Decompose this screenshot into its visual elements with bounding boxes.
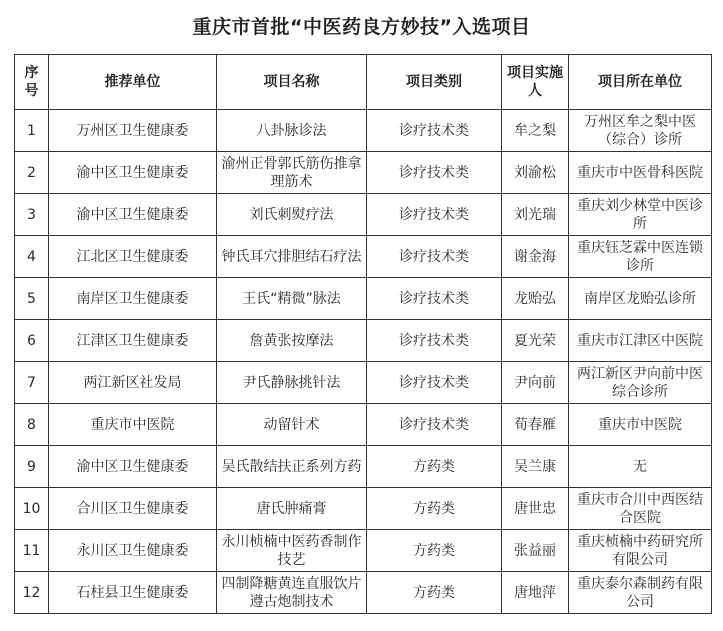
cell-project-name: 渝州正骨郭氏筋伤推拿理筋术 [217,152,367,194]
table-row [15,236,712,278]
cell-implementer: 谢金海 [502,236,569,278]
cell-recommending-unit: 合川区卫生健康委 [49,488,217,530]
cell-project-name: 八卦脉诊法 [217,110,367,152]
table-header-row [15,55,712,110]
table-row [15,110,712,152]
table-row [15,278,712,320]
cell-project-category: 方药类 [367,488,502,530]
cell-index: 5 [15,278,49,320]
cell-project-location: 两江新区尹向前中医综合诊所 [569,362,712,404]
header-project-name: 项目名称 [217,55,367,110]
cell-project-category: 诊疗技术类 [367,404,502,446]
cell-implementer: 尹向前 [502,362,569,404]
cell-recommending-unit: 万州区卫生健康委 [49,110,217,152]
cell-project-location: 重庆市中医院 [569,404,712,446]
table-row [15,404,712,446]
cell-implementer: 夏光荣 [502,320,569,362]
cell-project-name: 唐氏肿痛膏 [217,488,367,530]
cell-project-name: 永川桢楠中医药香制作技艺 [217,530,367,572]
cell-project-location: 万州区牟之梨中医（综合）诊所 [569,110,712,152]
cell-index: 8 [15,404,49,446]
cell-project-category: 诊疗技术类 [367,320,502,362]
header-project-location: 项目所在单位 [569,55,712,110]
cell-implementer: 刘光瑞 [502,194,569,236]
cell-index: 7 [15,362,49,404]
cell-implementer: 牟之梨 [502,110,569,152]
cell-project-location: 无 [569,446,712,488]
header-recommending-unit: 推荐单位 [49,55,217,110]
cell-implementer: 唐世忠 [502,488,569,530]
table-row [15,194,712,236]
cell-index: 12 [15,572,49,614]
cell-recommending-unit: 重庆市中医院 [49,404,217,446]
cell-index: 6 [15,320,49,362]
cell-index: 11 [15,530,49,572]
cell-recommending-unit: 渝中区卫生健康委 [49,152,217,194]
cell-project-name: 詹黄张按摩法 [217,320,367,362]
projects-table [14,54,712,614]
cell-project-category: 方药类 [367,572,502,614]
cell-project-name: 吴氏散结扶正系列方药 [217,446,367,488]
cell-project-location: 重庆钰芝霖中医连锁诊所 [569,236,712,278]
cell-index: 9 [15,446,49,488]
cell-recommending-unit: 江北区卫生健康委 [49,236,217,278]
cell-project-category: 方药类 [367,530,502,572]
cell-recommending-unit: 永川区卫生健康委 [49,530,217,572]
cell-implementer: 刘渝松 [502,152,569,194]
cell-project-category: 诊疗技术类 [367,236,502,278]
cell-project-location: 重庆泰尔森制药有限公司 [569,572,712,614]
table-body [15,110,712,614]
cell-project-location: 重庆市江津区中医院 [569,320,712,362]
cell-project-location: 南岸区龙贻弘诊所 [569,278,712,320]
table-row [15,530,712,572]
cell-implementer: 张益丽 [502,530,569,572]
cell-project-category: 诊疗技术类 [367,278,502,320]
cell-recommending-unit: 江津区卫生健康委 [49,320,217,362]
cell-project-category: 诊疗技术类 [367,362,502,404]
cell-project-name: 钟氏耳穴排胆结石疗法 [217,236,367,278]
cell-implementer: 吴兰康 [502,446,569,488]
cell-implementer: 唐地萍 [502,572,569,614]
table-row [15,362,712,404]
cell-recommending-unit: 两江新区社发局 [49,362,217,404]
cell-index: 10 [15,488,49,530]
document-title: 重庆市首批“中医药良方妙技”入选项目 [192,16,531,38]
table-row [15,320,712,362]
cell-project-category: 方药类 [367,446,502,488]
cell-implementer: 龙贻弘 [502,278,569,320]
cell-index: 3 [15,194,49,236]
cell-project-category: 诊疗技术类 [367,194,502,236]
cell-project-location: 重庆桢楠中药研究所有限公司 [569,530,712,572]
cell-project-name: 刘氏刺熨疗法 [217,194,367,236]
cell-project-location: 重庆市合川中西医结合医院 [569,488,712,530]
cell-project-category: 诊疗技术类 [367,152,502,194]
cell-index: 1 [15,110,49,152]
cell-project-name: 王氏“精微”脉法 [217,278,367,320]
cell-recommending-unit: 渝中区卫生健康委 [49,194,217,236]
header-implementer: 项目实施人 [502,55,569,110]
table-row [15,488,712,530]
cell-implementer: 荀春雁 [502,404,569,446]
table-row [15,572,712,614]
cell-project-name: 尹氏静脉挑针法 [217,362,367,404]
table-row [15,152,712,194]
cell-project-category: 诊疗技术类 [367,110,502,152]
cell-recommending-unit: 石柱县卫生健康委 [49,572,217,614]
cell-recommending-unit: 渝中区卫生健康委 [49,446,217,488]
cell-recommending-unit: 南岸区卫生健康委 [49,278,217,320]
cell-project-name: 四制降糖黄连直服饮片遵古炮制技术 [217,572,367,614]
cell-project-location: 重庆市中医骨科医院 [569,152,712,194]
cell-project-location: 重庆刘少林堂中医诊所 [569,194,712,236]
header-index: 序号 [15,55,49,110]
table-row [15,446,712,488]
header-project-category: 项目类别 [367,55,502,110]
cell-project-name: 动留针术 [217,404,367,446]
cell-index: 2 [15,152,49,194]
cell-index: 4 [15,236,49,278]
